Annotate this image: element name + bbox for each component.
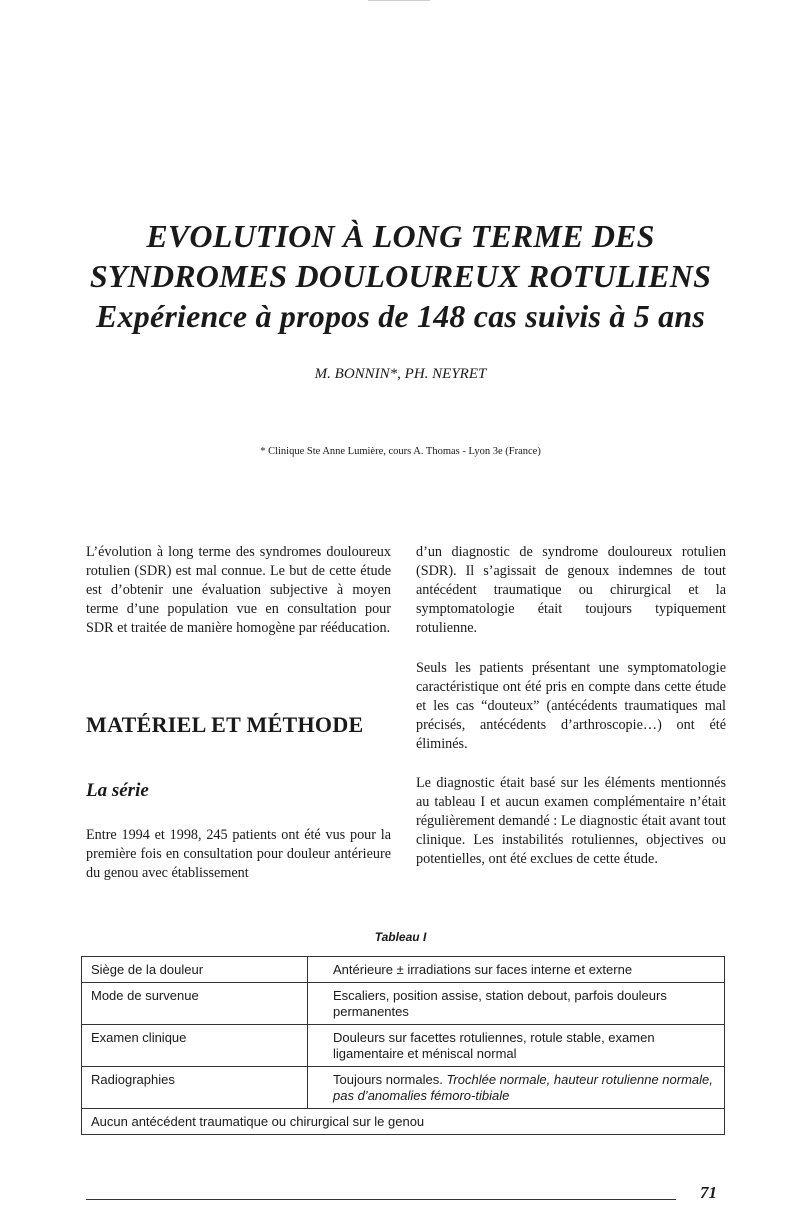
- section-heading: MATÉRIEL ET MÉTHODE: [86, 712, 364, 737]
- page-number: 71: [700, 1183, 717, 1202]
- row-value: Antérieure ± irradiations sur faces interne et externe: [308, 957, 725, 983]
- series-text: Entre 1994 et 1998, 245 patients ont été vus pour la première fois en consultation pour douleur antérieure du genou avec établissement: [86, 827, 391, 881]
- right-text-3: Le diagnostic était basé sur les éléments mentionnés au tableau I et aucun examen complémentaire n’était régulièrement demandé : Le diagnostic était avant tout clinique. Les instabilités rotuliennes, objectives ou potentielles, ont été exclues de cette étude.: [416, 775, 726, 867]
- diagnostic-table: [81, 956, 725, 1135]
- row-value-plain: Toujours normales.: [333, 1072, 443, 1087]
- article-title: [40, 216, 761, 336]
- series-paragraph: [86, 826, 391, 883]
- subsection-heading: La série: [86, 780, 149, 801]
- top-rule: [368, 0, 430, 1]
- footer-rule: [86, 1199, 676, 1200]
- table-row: [82, 983, 725, 1025]
- affiliation: * Clinique Ste Anne Lumière, cours A. Thomas - Lyon 3e (France): [260, 446, 541, 457]
- title-line-2: SYNDROMES DOULOUREUX ROTULIENS: [89, 258, 712, 294]
- title-line-1: EVOLUTION À LONG TERME DES: [146, 218, 655, 254]
- row-value-italic: Trochlée normale, hauteur rotulienne normale, pas d’anomalies fémoro-tibiale: [333, 1072, 713, 1103]
- table-row: [82, 1025, 725, 1067]
- row-value: [308, 1067, 725, 1109]
- row-label: Mode de survenue: [82, 983, 308, 1025]
- row-label: Radiographies: [82, 1067, 308, 1109]
- table-caption: Tableau I: [374, 930, 427, 944]
- right-paragraph-1: [416, 543, 726, 638]
- right-paragraph-2: [416, 659, 726, 754]
- right-paragraph-3: [416, 774, 726, 869]
- table-row: [82, 1067, 725, 1109]
- title-line-3: Expérience à propos de 148 cas suivis à 5 ans: [96, 298, 705, 334]
- row-label: Siège de la douleur: [82, 957, 308, 983]
- footer-cell: Aucun antécédent traumatique ou chirurgical sur le genou: [82, 1109, 725, 1135]
- intro-paragraph: [86, 543, 391, 638]
- row-value: Douleurs sur facettes rotuliennes, rotule stable, examen ligamentaire et méniscal normal: [308, 1025, 725, 1067]
- table-row: [82, 957, 725, 983]
- right-text-1: d’un diagnostic de syndrome douloureux rotulien (SDR). Il s’agissait de genoux indemnes de tout antécédent traumatique ou chirurgical et la symptomatologie était toujours typiquement rotulienne.: [416, 544, 726, 636]
- authors: M. BONNIN*, PH. NEYRET: [314, 366, 487, 382]
- table-footer-row: [82, 1109, 725, 1135]
- intro-text: L’évolution à long terme des syndromes douloureux rotulien (SDR) est mal connue. Le but de cette étude est d’obtenir une évaluation subjective à moyen terme d’une population vue en consultation pour SDR et traitée de manière homogène par rééducation.: [86, 544, 391, 636]
- row-value: Escaliers, position assise, station debout, parfois douleurs permanentes: [308, 983, 725, 1025]
- row-label: Examen clinique: [82, 1025, 308, 1067]
- right-text-2: Seuls les patients présentant une symptomatologie caractéristique ont été pris en compte dans cette étude et les cas “douteux” (antécédents traumatiques mal précisés, antécédents d’arthroscopie…) ont été éliminés.: [416, 660, 726, 752]
